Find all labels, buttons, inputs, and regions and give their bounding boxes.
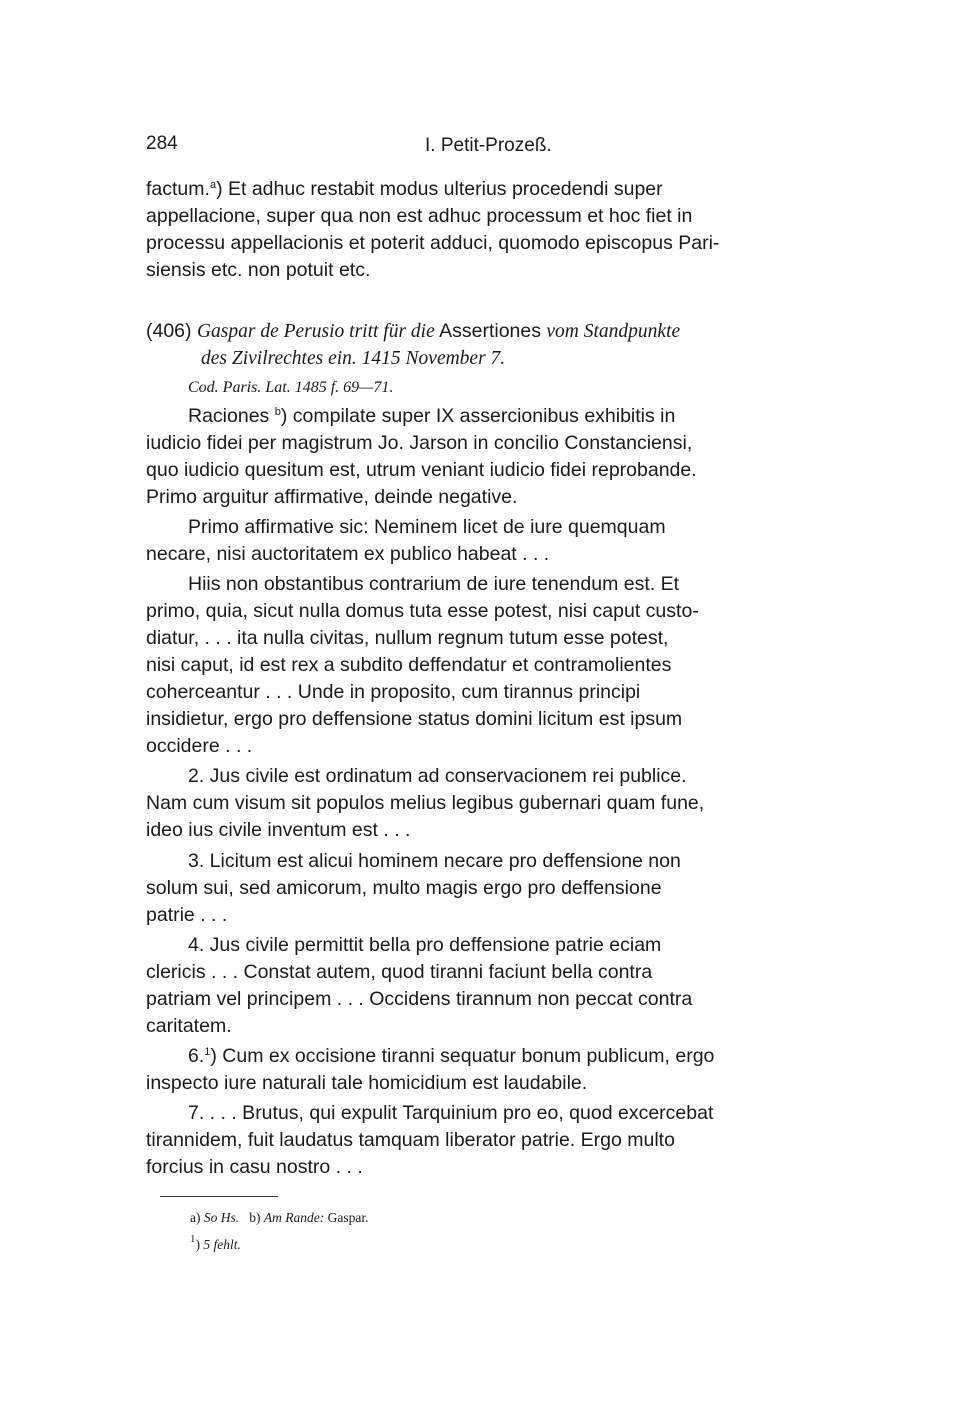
footnote-divider [160,1196,278,1197]
footnote-1-text: 5 fehlt. [203,1237,241,1252]
text-line: caritatem. [146,1015,232,1037]
text-line: 3. Licitum est alicui hominem necare pro deffensione non [188,850,681,872]
footnote-b-mark: b) [249,1210,261,1225]
footnote-b-text: Gaspar. [327,1210,369,1225]
text-line: iudicio fidei per magistrum Jo. Jarson in concilio Constanciensi, [146,432,693,454]
footnote-a-mark: a) [190,1210,201,1225]
text-line: occidere . . . [146,735,253,757]
text-line: diatur, . . . ita nulla civitas, nullum regnum tutum esse potest, [146,627,669,649]
footnote-a-text: So Hs. [203,1210,240,1225]
text-line: Primo arguitur affirmative, deinde negative. [146,486,518,508]
section-heading-cont: des Zivilrechtes ein. 1415 November 7. [201,348,506,369]
text-line: 7. . . . Brutus, qui expulit Tarquinium pro eo, quod excercebat [188,1102,714,1124]
page-number: 284 [146,133,178,154]
footnote-line: $^1$) 5 fehlt. [190,1233,241,1252]
text-line: primo, quia, sicut nulla domus tuta esse potest, nisi caput custo- [146,600,699,622]
text-line: Primo affirmative sic: Neminem licet de iure quemquam [188,516,666,538]
text-line: clericis . . . Constat autem, quod tiranni faciunt bella contra [146,961,653,983]
text-line: coherceantur . . . Unde in proposito, cum tirannus principi [146,681,641,703]
text-line: Raciones $^b$) compilate super IX assercionibus exhibitis in [188,405,676,427]
footnote-line [190,1209,369,1227]
footnote-b-label: Am Rande: [263,1210,325,1225]
text-line: solum sui, sed amicorum, multo magis ergo pro deffensione [146,877,662,899]
text-line: tirannidem, fuit laudatus tamquam liberator patrie. Ergo multo [146,1129,675,1151]
manuscript-source: Cod. Paris. Lat. 1485 f. 69—71. [188,379,394,396]
footnote-1-mark: 1 [190,1233,196,1245]
text-line: forcius in casu nostro . . . [146,1156,363,1178]
text-line: 6.$^1$) Cum ex occisione tiranni sequatur bonum publicum, ergo [188,1045,715,1067]
text-line: patriam vel principem . . . Occidens tirannum non peccat contra [146,988,693,1010]
section-heading: (406) Gaspar de Perusio tritt für die Assertiones vom Standpunkte [146,320,681,342]
text-line: factum.$^a$) Et adhuc restabit modus ulterius procedendi super [146,178,663,200]
text-line: ideo ius civile inventum est . . . [146,819,411,841]
text-line: Hiis non obstantibus contrarium de iure tenendum est. Et [188,573,680,595]
text-line: Nam cum visum sit populos melius legibus gubernari quam fune, [146,792,705,814]
text-line: 2. Jus civile est ordinatum ad conservacionem rei publice. [188,765,687,787]
text-line: inspecto iure naturali tale homicidium est laudabile. [146,1072,588,1094]
text-line: appellacione, super qua non est adhuc processum et hoc fiet in [146,205,693,227]
text-line: insidietur, ergo pro deffensione status domini licitum est ipsum [146,708,683,730]
running-title: I. Petit-Prozeß. [425,135,552,156]
text-line: necare, nisi auctoritatem ex publico habeat . . . [146,543,550,565]
text-line: 4. Jus civile permittit bella pro deffensione patrie eciam [188,934,662,956]
text-line: nisi caput, id est rex a subdito deffendatur et contramolientes [146,654,672,676]
text-line: patrie . . . [146,904,228,926]
text-line: siensis etc. non potuit etc. [146,259,371,281]
text-line: processu appellacionis et poterit adduci, quomodo episcopus Pari- [146,232,720,254]
text-line: quo iudicio quesitum est, utrum veniant iudicio fidei reprobande. [146,459,697,481]
